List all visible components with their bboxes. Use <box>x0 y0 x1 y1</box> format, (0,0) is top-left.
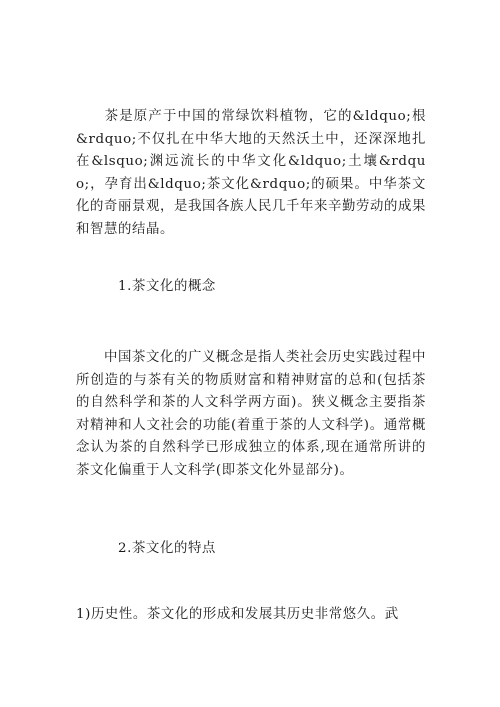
section-heading-concept: 1.茶文化的概念 <box>118 279 216 294</box>
intro-paragraph-text: 茶是原产于中国的常绿饮料植物，它的&ldquo;根&rdquo;不仅扎在中华大地的天然沃土中，还深深地扎在&lsquo;渊远流长的中华文化&ldquo;土壤&rdquo;，孕育出&ldquo;茶文化&rdquo;的硕果。中华茶文化的奇丽景观，是我国各族人民几千年来辛勤劳动的成果和智慧的结晶。 <box>76 109 426 237</box>
concept-paragraph <box>76 347 426 483</box>
section-heading-features: 2.茶文化的特点 <box>118 541 216 556</box>
features-paragraph-text: 1)历史性。茶文化的形成和发展其历史非常悠久。武 <box>76 607 399 622</box>
concept-paragraph-text: 中国茶文化的广义概念是指人类社会历史实践过程中所创造的与茶有关的物质财富和精神财富的总和(包括茶的自然科学和茶的人文科学两方面)。狭义概念主要指茶对精神和人文社会的功能(着重于茶的人文科学)。通常概念认为茶的自然科学已形成独立的体系,现在通常所讲的茶文化偏重于人文科学(即茶文化外显部分)。 <box>76 350 426 478</box>
features-paragraph <box>76 604 426 627</box>
intro-paragraph <box>76 106 426 242</box>
